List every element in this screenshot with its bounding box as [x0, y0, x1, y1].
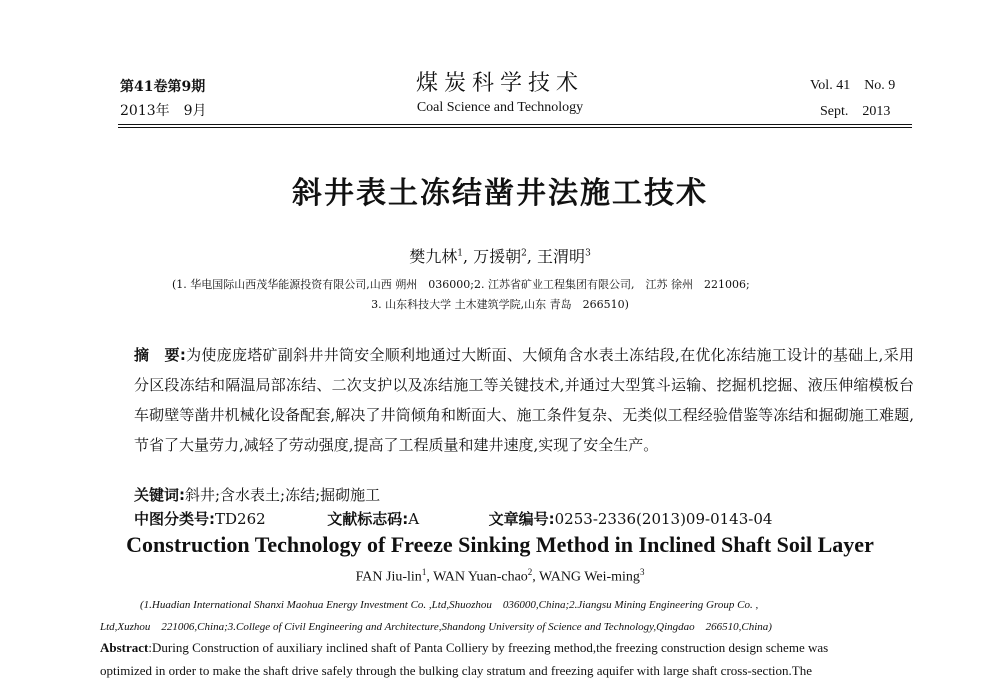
journal-name-en: Coal Science and Technology	[416, 100, 584, 115]
journal-issue-cn: 第41卷第9期	[120, 79, 206, 95]
journal-volume: Vol. 41 No. 9	[810, 78, 896, 93]
article-no-label: 文章编号:	[488, 510, 555, 528]
abstract-en-line2: optimized in order to make the shaft drive safely through the bulking clay stratum and freezing aquifer with large shaft cross-section.The	[100, 663, 813, 678]
abstract-en-line1	[100, 640, 828, 656]
abstract-en-text-1: :During Construction of auxiliary inclined shaft of Panta Colliery by freezing method,the freezing construction design scheme was	[148, 640, 829, 655]
keywords-cn	[134, 484, 380, 505]
clc-label: 中图分类号:	[134, 510, 215, 528]
abstract-cn-text: 为使庞庞塔矿副斜井井筒安全顺利地通过大断面、大倾角含水表土冻结段,在优化冻结施工设计的基础上,采用分区段冻结和隔温局部冻结、二次支护以及冻结施工等关键技术,并通过大型箕斗运输、挖掘机挖掘、液压伸缩模板台车砌壁等凿井机械化设备配套,解决了井筒倾角和断面大、施工条件复杂、无类似工程经验借鉴等冻结和掘砌施工难题,节省了大量劳力,减轻了劳动强度,提高了工程质量和建井速度,实现了安全生产。	[134, 346, 915, 454]
abstract-en-label: Abstract	[100, 640, 149, 655]
author-cn-3: 王渭明	[537, 247, 586, 266]
affiliation-cn-line1: (1. 华电国际山西茂华能源投资有限公司,山西 朔州 036000;2. 江苏省矿业工程集团有限公司, 江苏 徐州 221006;	[172, 278, 750, 291]
author-cn-1: 樊九林	[409, 247, 458, 266]
affiliation-cn-line2: 3. 山东科技大学 土木建筑学院,山东 青岛 266510)	[371, 298, 629, 311]
author-en-2: WAN Yuan-chao	[433, 569, 528, 585]
affiliation-en-line1: (1.Huadian International Shanxi Maohua Energy Investment Co. ,Ltd,Shuozhou 036000,China;2.Jiangsu Mining Engineering Group Co. ,	[140, 599, 759, 611]
header-rule-bottom	[118, 127, 912, 128]
abstract-cn	[134, 340, 914, 460]
abstract-cn-label: 摘 要:	[134, 346, 186, 364]
paper-title-cn: 斜井表土冻结凿井法施工技术	[292, 176, 708, 211]
doc-code-label: 文献标志码:	[327, 510, 409, 528]
keywords-cn-text: 斜井;含水表土;冻结;掘砌施工	[185, 486, 381, 504]
keywords-cn-label: 关键词:	[134, 486, 185, 504]
journal-name-cn: 煤炭科学技术	[415, 71, 584, 96]
article-no-value: 0253-2336(2013)09-0143-04	[554, 510, 773, 528]
doc-code-value: A	[408, 510, 420, 528]
authors-en: FAN Jiu-lin$^1$, WAN Yuan-chao$^2$, WANG Wei-ming$^3$	[355, 567, 645, 585]
author-en-1: FAN Jiu-lin	[355, 569, 422, 585]
header-rule-top	[118, 124, 912, 125]
classification-line	[134, 508, 772, 529]
author-cn-2: 万援朝	[473, 247, 522, 266]
journal-date-en: Sept. 2013	[820, 104, 891, 119]
paper-title-en: Construction Technology of Freeze Sinking Method in Inclined Shaft Soil Layer	[126, 532, 874, 557]
author-en-3: WANG Wei-ming	[539, 569, 640, 585]
journal-date-cn: 2013年 9月	[120, 103, 207, 119]
affiliation-en-line2: Ltd,Xuzhou 221006,China;3.College of Civil Engineering and Architecture,Shandong University of Science and Technology,Qingdao 266510,China)	[100, 621, 772, 633]
clc-value: TD262	[215, 510, 266, 528]
authors-cn: 樊九林$^1$, 万援朝$^2$, 王渭明$^3$	[409, 247, 591, 266]
